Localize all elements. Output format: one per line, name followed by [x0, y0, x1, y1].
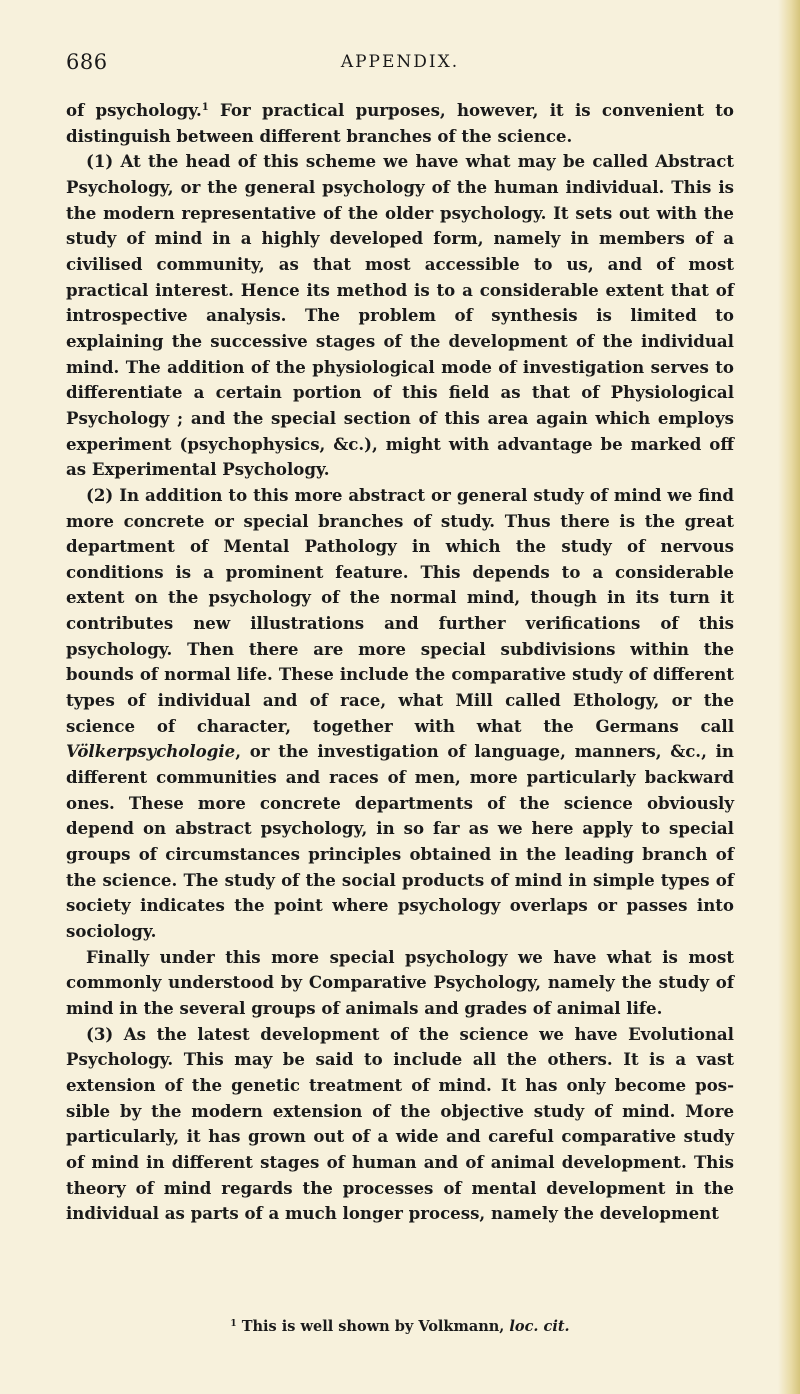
paragraph-1-start: of psychology.	[66, 100, 202, 120]
paragraph-concrete-branches	[66, 483, 734, 945]
paragraph-evolutional-psychology: (3) As the latest development of the science we have Evolutional Psychology. This may be said to include all the others. It is a vast extension of the genetic treatment of mind. It has only become possible by the modern extension of the objective study of mind. More particularly, it has grown out of a wide and careful comparative study of mind in different stages of human and of animal development. This theory of mind regards the processes of mental development in the individual as parts of a much longer process, namely the development	[66, 1023, 734, 1224]
page-header	[66, 50, 734, 80]
paragraph-concrete-branches-rest: , or the investigation of language, manners, &c., in different communities and races of men, more particularly backward ones. These more concrete departments of the science obviously depend on abstract psychology, in so far as we here apply to special groups of circumstances principles obtained in the leading branch of the science. The study of the social products of mind in simple types of society indicates the point where psychology overlaps or passes into sociology.	[66, 741, 734, 941]
footnote-text: This is well shown by Volkmann,	[236, 1318, 510, 1335]
page-edge-shading	[778, 0, 800, 1394]
paragraph-abstract-psychology: (1) At the head of this scheme we have what may be called Abstract Psychology, or the general psychology of the human individual. This is the modern representative of the older psychology. It sets out with the study of mind in a highly developed form, namely in members of a civilised community, as that most accessible to us, and of most practical interest. Hence its method is to a considerable extent that of introspective analysis. The problem of synthesis is limited to explaining the successive stages of the development of the individual mind. The addition of the physiological mode of investigation serves to differentiate a certain portion of this field as that of Physiological Psychology ; and the special section of this area again which employs experiment (psychophysics, &c.), might with advantage be marked off as Experimental Psychology.	[66, 151, 734, 480]
paragraph-comparative-psychology: Finally under this more special psychology we have what is most commonly understood by Comparative Psychology, namely the study of mind in the several groups of animals and grades of animal life.	[66, 946, 734, 1018]
page-number: 686	[66, 50, 108, 74]
running-head: APPENDIX.	[340, 52, 460, 72]
footnote-citation: loc. cit.	[509, 1318, 570, 1335]
paragraph-1	[66, 98, 734, 149]
footnote-reference-mark[interactable]: 1	[201, 102, 209, 113]
paragraph-concrete-branches-start: (2) In addition to this more abstract or general study of mind we find more concrete or special branches of study. Thus there is the great department of Mental Pathology in which the study of nervous conditions is a prominent feature. This depends to a considerable extent on the psychology of the normal mind, though in its turn it contributes new illustrations and further verifications of this psychology. Then there are more special subdivisions within the bounds of normal life. These include the comparative study of different types of individual and of race, what Mill called Ethology, or the science of character, together with what the Germans call	[66, 484, 734, 736]
italic-term-volkerpsychologie: Völkerpsychologie	[66, 741, 236, 762]
body-text	[66, 98, 734, 1227]
footnote-number: 1	[230, 1319, 237, 1329]
paragraph-1-rest: For practical purposes, however, it is convenient to distinguish between different branches of the science.	[66, 100, 734, 146]
footnote	[66, 1318, 734, 1335]
